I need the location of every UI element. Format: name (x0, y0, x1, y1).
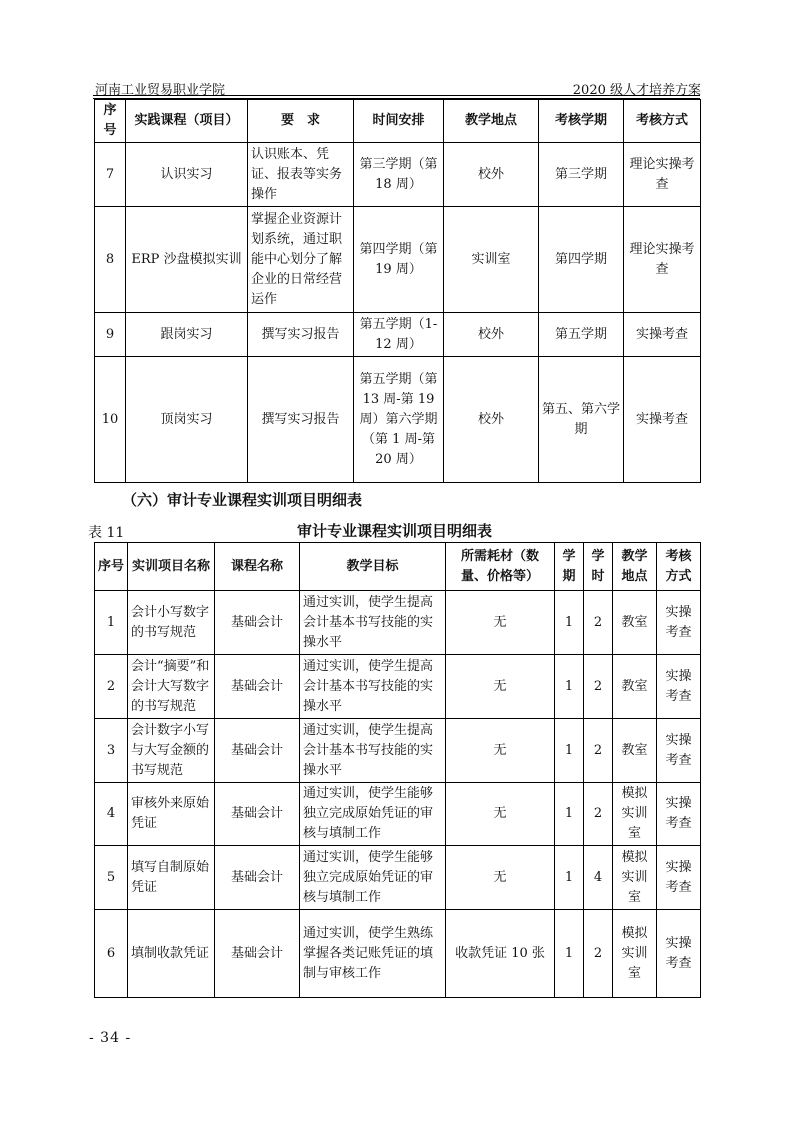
table-cell: 第四学期（第 19 周） (354, 207, 444, 313)
table-cell: 会计小写数字的书写规范 (128, 591, 215, 655)
table-cell: 8 (95, 207, 126, 313)
table-cell: 通过实训，使学生提高会计基本书写技能的实操水平 (300, 591, 446, 655)
table-cell: 实操考查 (624, 357, 701, 483)
table-row (95, 910, 701, 998)
table-row (95, 313, 701, 357)
table-row (95, 591, 701, 655)
table-cell: 基础会计 (215, 910, 300, 998)
header-cell: 序号 (95, 543, 128, 591)
header-cell: 要 求 (248, 100, 354, 143)
header-cell: 学期 (555, 543, 584, 591)
table-cell: 通过实训，使学生能够独立完成原始凭证的审核与填制工作 (300, 846, 446, 910)
table-cell: 2 (584, 783, 613, 846)
table-cell: 无 (446, 655, 555, 719)
table-cell: 实操考查 (657, 783, 701, 846)
table-cell: 基础会计 (215, 719, 300, 783)
table-cell: 校外 (444, 357, 539, 483)
table-cell: 2 (95, 655, 128, 719)
table-cell: 填制收款凭证 (128, 910, 215, 998)
table-cell: 通过实训，使学生提高会计基本书写技能的实操水平 (300, 655, 446, 719)
table-cell: 认识实习 (126, 143, 248, 207)
table-cell: 实操考查 (624, 313, 701, 357)
table-cell: 5 (95, 846, 128, 910)
table-cell: 第五、第六学期 (539, 357, 624, 483)
table-row (95, 357, 701, 483)
table-cell: 第五学期（第 13 周-第 19 周）第六学期（第 1 周-第 20 周） (354, 357, 444, 483)
table-cell: 撰写实习报告 (248, 357, 354, 483)
table-row (95, 719, 701, 783)
table-cell: 理论实操考查 (624, 207, 701, 313)
table-cell: 第三学期 (539, 143, 624, 207)
table-cell: 基础会计 (215, 846, 300, 910)
table-cell: 9 (95, 313, 126, 357)
header-cell: 所需耗材（数量、价格等） (446, 543, 555, 591)
table-cell: 无 (446, 719, 555, 783)
table-cell: 1 (555, 591, 584, 655)
page-number: - 34 - (89, 1030, 132, 1046)
table-cell: 4 (95, 783, 128, 846)
table-cell: 2 (584, 655, 613, 719)
table-cell: 1 (555, 846, 584, 910)
header-school: 河南工业贸易职业学院 (95, 83, 226, 98)
table-cell: 无 (446, 591, 555, 655)
table-cell: 3 (95, 719, 128, 783)
table-cell: 认识账本、凭证、报表等实务操作 (248, 143, 354, 207)
table-cell: 1 (555, 719, 584, 783)
table-cell: 1 (95, 591, 128, 655)
header-cell: 实训项目名称 (128, 543, 215, 591)
table-cell: 顶岗实习 (126, 357, 248, 483)
table-caption: 审计专业课程实训项目明细表 (297, 522, 493, 540)
header-cell: 教学地点 (444, 100, 539, 143)
table-cell: 填写自制原始凭证 (128, 846, 215, 910)
table-cell: 跟岗实习 (126, 313, 248, 357)
table-cell: 第四学期 (539, 207, 624, 313)
table-cell: 1 (555, 655, 584, 719)
table-cell: 教室 (613, 655, 657, 719)
table-cell: 无 (446, 783, 555, 846)
table-cell: 1 (555, 910, 584, 998)
table-cell: 会计数字小写与大写金额的书写规范 (128, 719, 215, 783)
table-cell: 7 (95, 143, 126, 207)
table-cell: 第五学期 (539, 313, 624, 357)
table-cell: 基础会计 (215, 591, 300, 655)
table-cell: 校外 (444, 143, 539, 207)
header-cell: 教学目标 (300, 543, 446, 591)
table-cell: 教室 (613, 591, 657, 655)
table-cell: 会计“摘要”和会计大写数字的书写规范 (128, 655, 215, 719)
table-cell: 实操考查 (657, 719, 701, 783)
table-cell: 教室 (613, 719, 657, 783)
table-cell: 实操考查 (657, 591, 701, 655)
header-cell: 时间安排 (354, 100, 444, 143)
table-cell: 10 (95, 357, 126, 483)
table-label: 表 11 (88, 525, 125, 541)
table-cell: 模拟实训室 (613, 783, 657, 846)
header-cell: 实践课程（项目） (126, 100, 248, 143)
table-row (95, 207, 701, 313)
table-cell: 模拟实训室 (613, 846, 657, 910)
table-row (95, 143, 701, 207)
table-cell: 理论实操考查 (624, 143, 701, 207)
table-cell: 校外 (444, 313, 539, 357)
section-title: （六）审计专业课程实训项目明细表 (122, 491, 363, 509)
header-cell: 考核方式 (657, 543, 701, 591)
table-cell: 2 (584, 910, 613, 998)
table-cell: 实训室 (444, 207, 539, 313)
table-cell: 模拟实训室 (613, 910, 657, 998)
table-header-row (95, 100, 701, 143)
header-cell: 学时 (584, 543, 613, 591)
table-cell: 通过实训，使学生提高会计基本书写技能的实操水平 (300, 719, 446, 783)
header-cell: 考核方式 (624, 100, 701, 143)
table-cell: 1 (555, 783, 584, 846)
header-cell: 序号 (95, 100, 126, 143)
table-row (95, 783, 701, 846)
header-cell: 课程名称 (215, 543, 300, 591)
table-cell: 掌握企业资源计划系统，通过职能中心划分了解企业的日常经营运作 (248, 207, 354, 313)
table-cell: ERP 沙盘模拟实训 (126, 207, 248, 313)
header-divider (93, 95, 700, 96)
table-cell: 实操考查 (657, 910, 701, 998)
table-cell: 基础会计 (215, 783, 300, 846)
table-cell: 4 (584, 846, 613, 910)
table-cell: 2 (584, 719, 613, 783)
table-header-row (95, 543, 701, 591)
header-cell: 考核学期 (539, 100, 624, 143)
header-cell: 教学地点 (613, 543, 657, 591)
header-plan: 2020 级人才培养方案 (572, 83, 701, 98)
table-cell: 基础会计 (215, 655, 300, 719)
table-row (95, 655, 701, 719)
table-cell: 第五学期（1-12 周） (354, 313, 444, 357)
table-cell: 实操考查 (657, 846, 701, 910)
table-cell: 无 (446, 846, 555, 910)
table-cell: 审核外来原始凭证 (128, 783, 215, 846)
table-cell: 2 (584, 591, 613, 655)
table-cell: 实操考查 (657, 655, 701, 719)
table-cell: 第三学期（第 18 周） (354, 143, 444, 207)
training-project-table (94, 542, 701, 998)
practice-course-table (94, 99, 701, 483)
table-row (95, 846, 701, 910)
table-cell: 通过实训，使学生熟练掌握各类记账凭证的填制与审核工作 (300, 910, 446, 998)
table-cell: 撰写实习报告 (248, 313, 354, 357)
table-cell: 通过实训，使学生能够独立完成原始凭证的审核与填制工作 (300, 783, 446, 846)
table-cell: 收款凭证 10 张 (446, 910, 555, 998)
table-cell: 6 (95, 910, 128, 998)
